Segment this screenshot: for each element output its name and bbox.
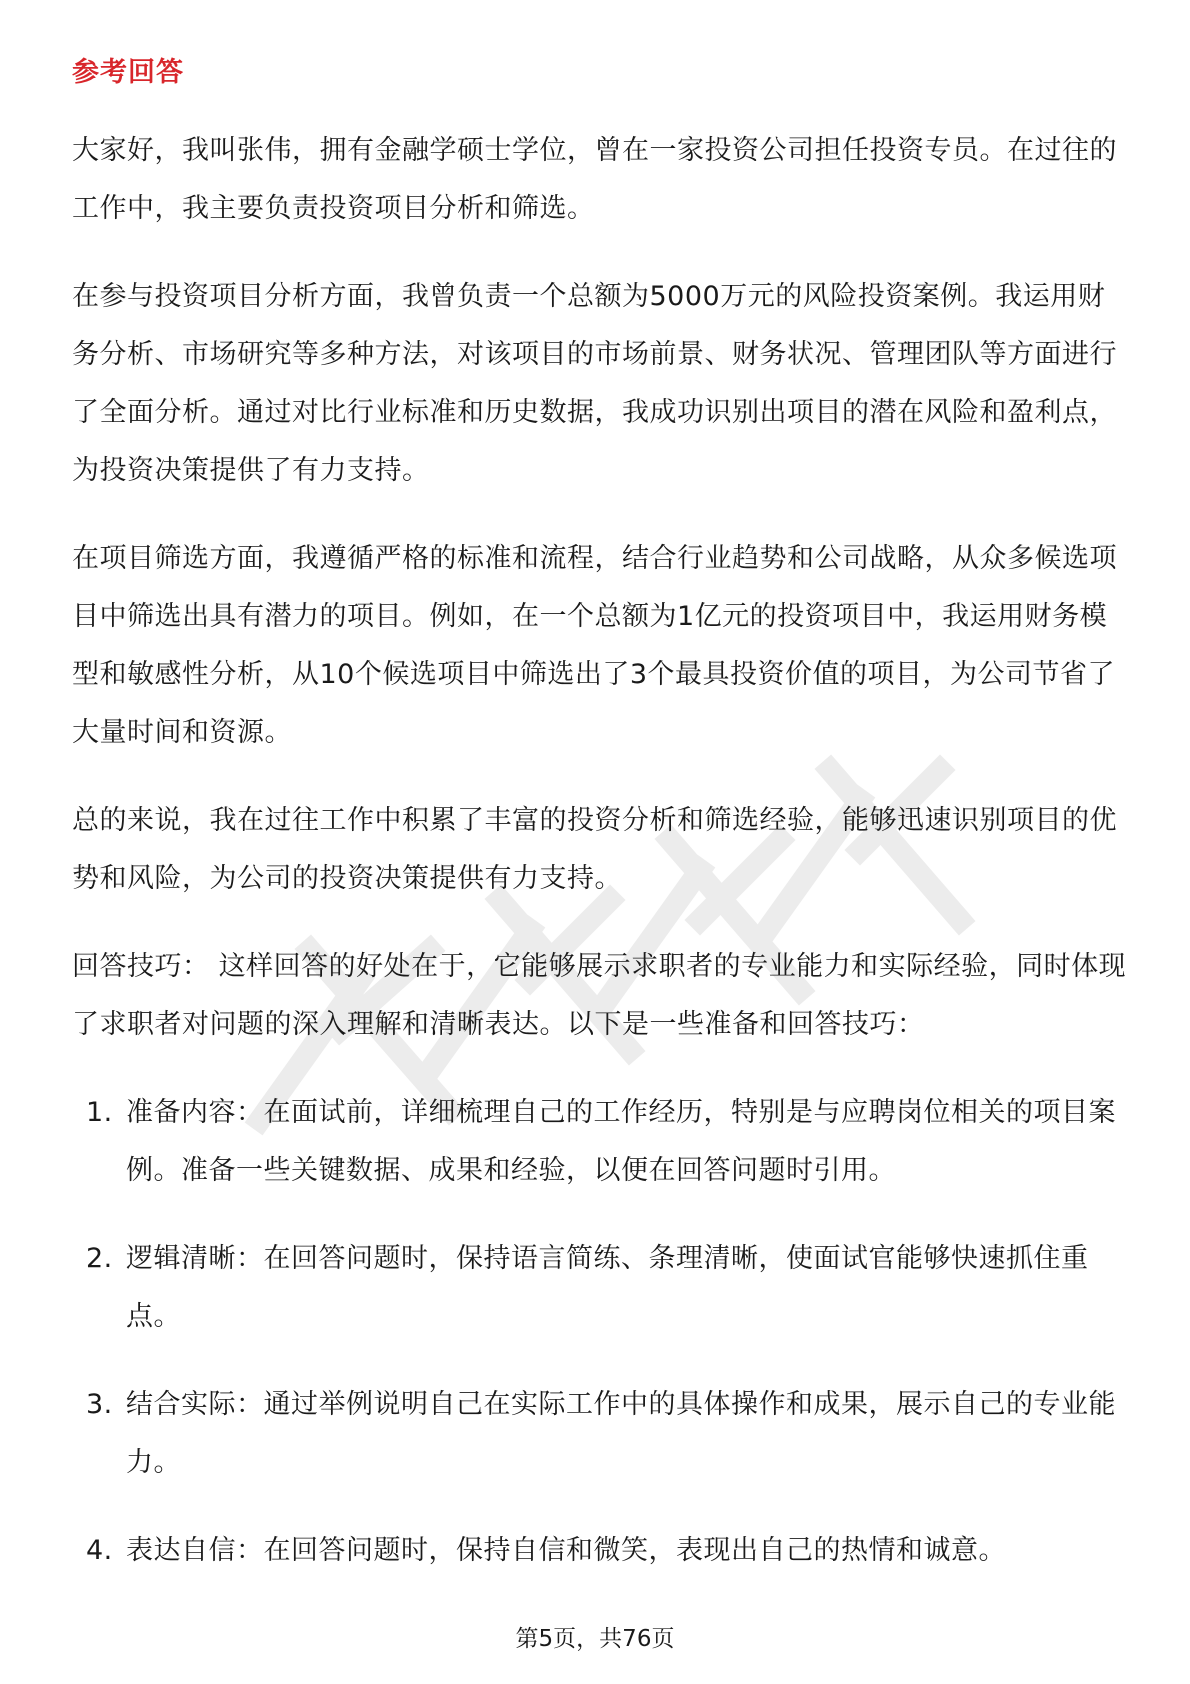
list-item bbox=[72, 1522, 1132, 1580]
tips-list bbox=[72, 1084, 1132, 1580]
answer-content bbox=[72, 122, 1132, 1610]
list-item bbox=[72, 1084, 1132, 1200]
list-item bbox=[72, 1376, 1132, 1492]
list-item-number: 3. bbox=[86, 1389, 113, 1420]
list-item-number: 4. bbox=[86, 1535, 113, 1566]
page-number: 第5页，共76页 bbox=[515, 1626, 675, 1652]
paragraph-screening: 在项目筛选方面，我遵循严格的标准和流程，结合行业趋势和公司战略，从众多候选项目中筛选出具有潜力的项目。例如，在一个总额为1亿元的投资项目中，我运用财务模型和敏感性分析，从10个候选项目中筛选出了3个最具投资价值的项目，为公司节省了大量时间和资源。 bbox=[72, 543, 1117, 748]
list-item-number: 1. bbox=[86, 1097, 113, 1128]
paragraph-analysis: 在参与投资项目分析方面，我曾负责一个总额为5000万元的风险投资案例。我运用财务分析、市场研究等多种方法，对该项目的市场前景、财务状况、管理团队等方面进行了全面分析。通过对比行业标准和历史数据，我成功识别出项目的潜在风险和盈利点，为投资决策提供了有力支持。 bbox=[72, 281, 1117, 486]
list-item-text: 准备内容：在面试前，详细梳理自己的工作经历，特别是与应聘岗位相关的项目案例。准备一些关键数据、成果和经验，以便在回答问题时引用。 bbox=[126, 1097, 1116, 1186]
section-heading: 参考回答 bbox=[72, 57, 184, 88]
list-item-text: 表达自信：在回答问题时，保持自信和微笑，表现出自己的热情和诚意。 bbox=[126, 1535, 1006, 1566]
list-item-text: 逻辑清晰：在回答问题时，保持语言简练、条理清晰，使面试官能够快速抓住重点。 bbox=[126, 1243, 1089, 1332]
paragraph-summary: 总的来说，我在过往工作中积累了丰富的投资分析和筛选经验，能够迅速识别项目的优势和风险，为公司的投资决策提供有力支持。 bbox=[72, 805, 1117, 894]
list-item-text: 结合实际：通过举例说明自己在实际工作中的具体操作和成果，展示自己的专业能力。 bbox=[126, 1389, 1116, 1478]
paragraph-tips-intro: 回答技巧： 这样回答的好处在于，它能够展示求职者的专业能力和实际经验，同时体现了求职者对问题的深入理解和清晰表达。以下是一些准备和回答技巧： bbox=[72, 951, 1127, 1040]
paragraph-intro: 大家好，我叫张伟，拥有金融学硕士学位，曾在一家投资公司担任投资专员。在过往的工作中，我主要负责投资项目分析和筛选。 bbox=[72, 135, 1117, 224]
list-item-number: 2. bbox=[86, 1243, 113, 1274]
list-item bbox=[72, 1230, 1132, 1346]
